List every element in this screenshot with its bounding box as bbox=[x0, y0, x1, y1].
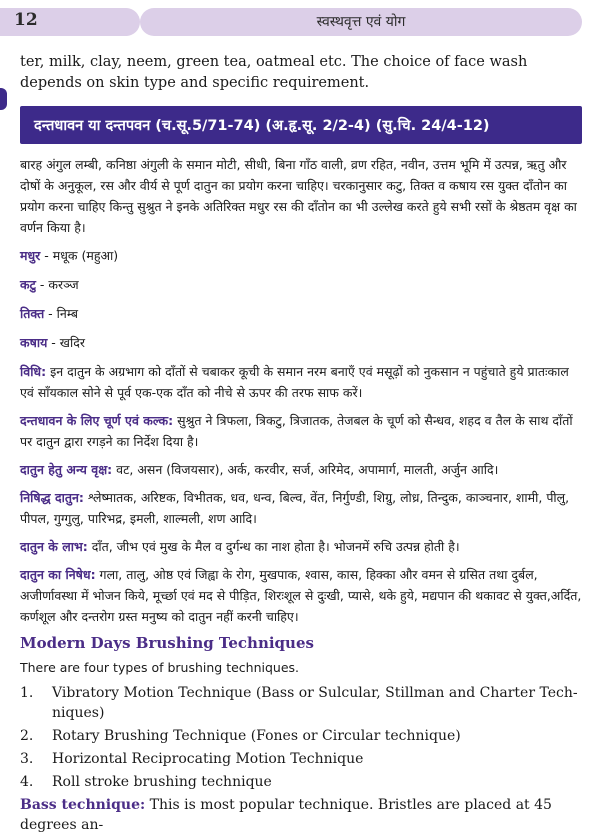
intro-paragraph: ter, milk, clay, neem, green tea, oatmeal etc. The choice of face wash depends on skin type and specific requirement. bbox=[20, 54, 528, 91]
running-header bbox=[0, 0, 600, 36]
list-item bbox=[20, 683, 582, 723]
modern-techniques-heading: Modern Days Brushing Techniques bbox=[20, 634, 314, 652]
paragraph-term: विधि: bbox=[20, 364, 47, 379]
paragraph-text: सुश्रुत ने त्रिफला, त्रिकटु, त्रिजातक, तेजबल के चूर्ण को सैन्धव, शहद व तैल के साथ दाँतों पर दातुन द्वारा रगड़ने का निर्देश दिया है। bbox=[20, 413, 573, 449]
rasa-value: - निम्ब bbox=[44, 306, 79, 321]
techniques-list bbox=[20, 683, 582, 792]
list-text: Horizontal Reciprocating Motion Technique bbox=[52, 751, 364, 767]
contraindications-paragraph bbox=[20, 564, 582, 627]
list-number: 1. bbox=[20, 685, 34, 701]
page-content bbox=[20, 52, 582, 835]
list-item bbox=[20, 772, 582, 792]
list-item bbox=[20, 726, 582, 746]
paragraph-text: This is most popular technique. Bristles are placed at 45 degrees an- bbox=[20, 797, 552, 833]
other-trees-paragraph bbox=[20, 459, 582, 480]
paragraph-text: इन दातुन के अग्रभाग को दाँतों से चबाकर कूची के समान नरम बनाएँ एवं मसूढ़ों को नुकसान न पहुंचाते हुये प्रातःकाल एवं साँयकाल सोने से पूर्व एक-एक दाँत को नीचे से ऊपर की तरफ साफ करें। bbox=[20, 364, 569, 400]
paragraph-term: दातुन के लाभ: bbox=[20, 539, 88, 554]
rasa-value: - मधूक (महुआ) bbox=[40, 248, 119, 263]
running-header-title: स्वस्थवृत्त एवं योग bbox=[140, 8, 582, 36]
rasa-term: कटु bbox=[20, 277, 36, 292]
paragraph-term: Bass technique: bbox=[20, 797, 146, 813]
list-text: Vibratory Motion Technique (Bass or Sulcular, Stillman and Charter Tech- niques) bbox=[52, 685, 578, 721]
powder-paste-paragraph bbox=[20, 410, 582, 452]
rasa-value: - खदिर bbox=[47, 335, 85, 350]
list-text: Rotary Brushing Technique (Fones or Circular technique) bbox=[52, 728, 461, 744]
list-item bbox=[20, 749, 582, 769]
list-number: 4. bbox=[20, 774, 34, 790]
page-number: 12 bbox=[14, 10, 38, 30]
bass-technique-paragraph bbox=[20, 795, 582, 835]
rasa-term: कषाय bbox=[20, 335, 48, 350]
side-thumb-tab bbox=[0, 88, 7, 110]
body-intro-paragraph: बारह अंगुल लम्बी, कनिष्ठा अंगुली के समान मोटी, सीधी, बिना गाँठ वाली, व्रण रहित, नवीन, उत्तम भूमि में उत्पन्न, ऋतु और दोषों के अनुकूल, रस और वीर्य से पूर्ण दातुन का प्रयोग करना चाहिए। चरकानुसार कटु, तिक्त व कषाय रस युक्त दाँतोन का प्रयोग करना चाहिए किन्तु सुश्रुत ने इनके अतिरिक्त मधुर रस की दाँतोन का भी उल्लेख करते हुये सभी रसों के श्रेष्ठतम वृक्ष का वर्णन किया है। bbox=[20, 157, 577, 235]
rasa-item bbox=[20, 274, 582, 295]
list-text: Roll stroke brushing technique bbox=[52, 774, 272, 790]
list-number: 3. bbox=[20, 751, 34, 767]
paragraph-term: दन्तधावन के लिए चूर्ण एवं कल्क: bbox=[20, 413, 174, 428]
benefits-paragraph bbox=[20, 536, 582, 557]
paragraph-text: दाँत, जीभ एवं मुख के मैल व दुर्गन्ध का नाश होता है। भोजनमें रुचि उत्पन्न होती है। bbox=[87, 539, 460, 554]
paragraph-term: निषिद्ध दातुन: bbox=[20, 490, 84, 505]
rasa-value: - करञ्ज bbox=[35, 277, 79, 292]
paragraph-text: वट, असन (विजयसार), अर्क, करवीर, सर्ज, अरिमेद, अपामार्ग, मालती, अर्जुन आदि। bbox=[112, 462, 499, 477]
rasa-item bbox=[20, 332, 582, 353]
rasa-item bbox=[20, 303, 582, 324]
modern-techniques-intro: There are four types of brushing techniques. bbox=[20, 660, 300, 675]
prohibited-twigs-paragraph bbox=[20, 487, 582, 529]
paragraph-term: दातुन का निषेध: bbox=[20, 567, 96, 582]
paragraph-text: गला, तालु, ओष्ठ एवं जिह्वा के रोग, मुखपाक, श्वास, कास, हिक्का और वमन से ग्रसित तथा दुर्बल, अजीर्णावस्था में भोजन किये, मूर्च्छा एवं मद से पीड़ित, शिरःशूल से दुःखी, प्यासे, थके हुये, मद्यपान की थकावट से युक्त,अर्दित, कर्णशूल और दन्तरोग ग्रस्त मनुष्य को दातुन नहीं करनी चाहिए। bbox=[20, 567, 582, 624]
rasa-term: तिक्त bbox=[20, 306, 45, 321]
rasa-list bbox=[20, 245, 582, 353]
method-paragraph bbox=[20, 361, 582, 403]
section-heading: दन्तधावन या दन्तपवन (च.सू.5/71-74) (अ.हृ.सू. 2/2-4) (सु.चि. 24/4-12) bbox=[20, 106, 582, 144]
rasa-term: मधुर bbox=[20, 248, 41, 263]
paragraph-text: श्लेष्मातक, अरिष्टक, विभीतक, धव, धन्व, बिल्व, वेंत, निर्गुण्डी, शिग्रु, लोध्र, तिन्दुक, काञ्चनार, शामी, पीलु, पीपल, गुग्गुलु, पारिभद्र, इमली, शाल्मली, शण आदि। bbox=[20, 490, 570, 526]
list-number: 2. bbox=[20, 728, 34, 744]
rasa-item bbox=[20, 245, 582, 266]
paragraph-term: दातुन हेतु अन्य वृक्ष: bbox=[20, 462, 113, 477]
